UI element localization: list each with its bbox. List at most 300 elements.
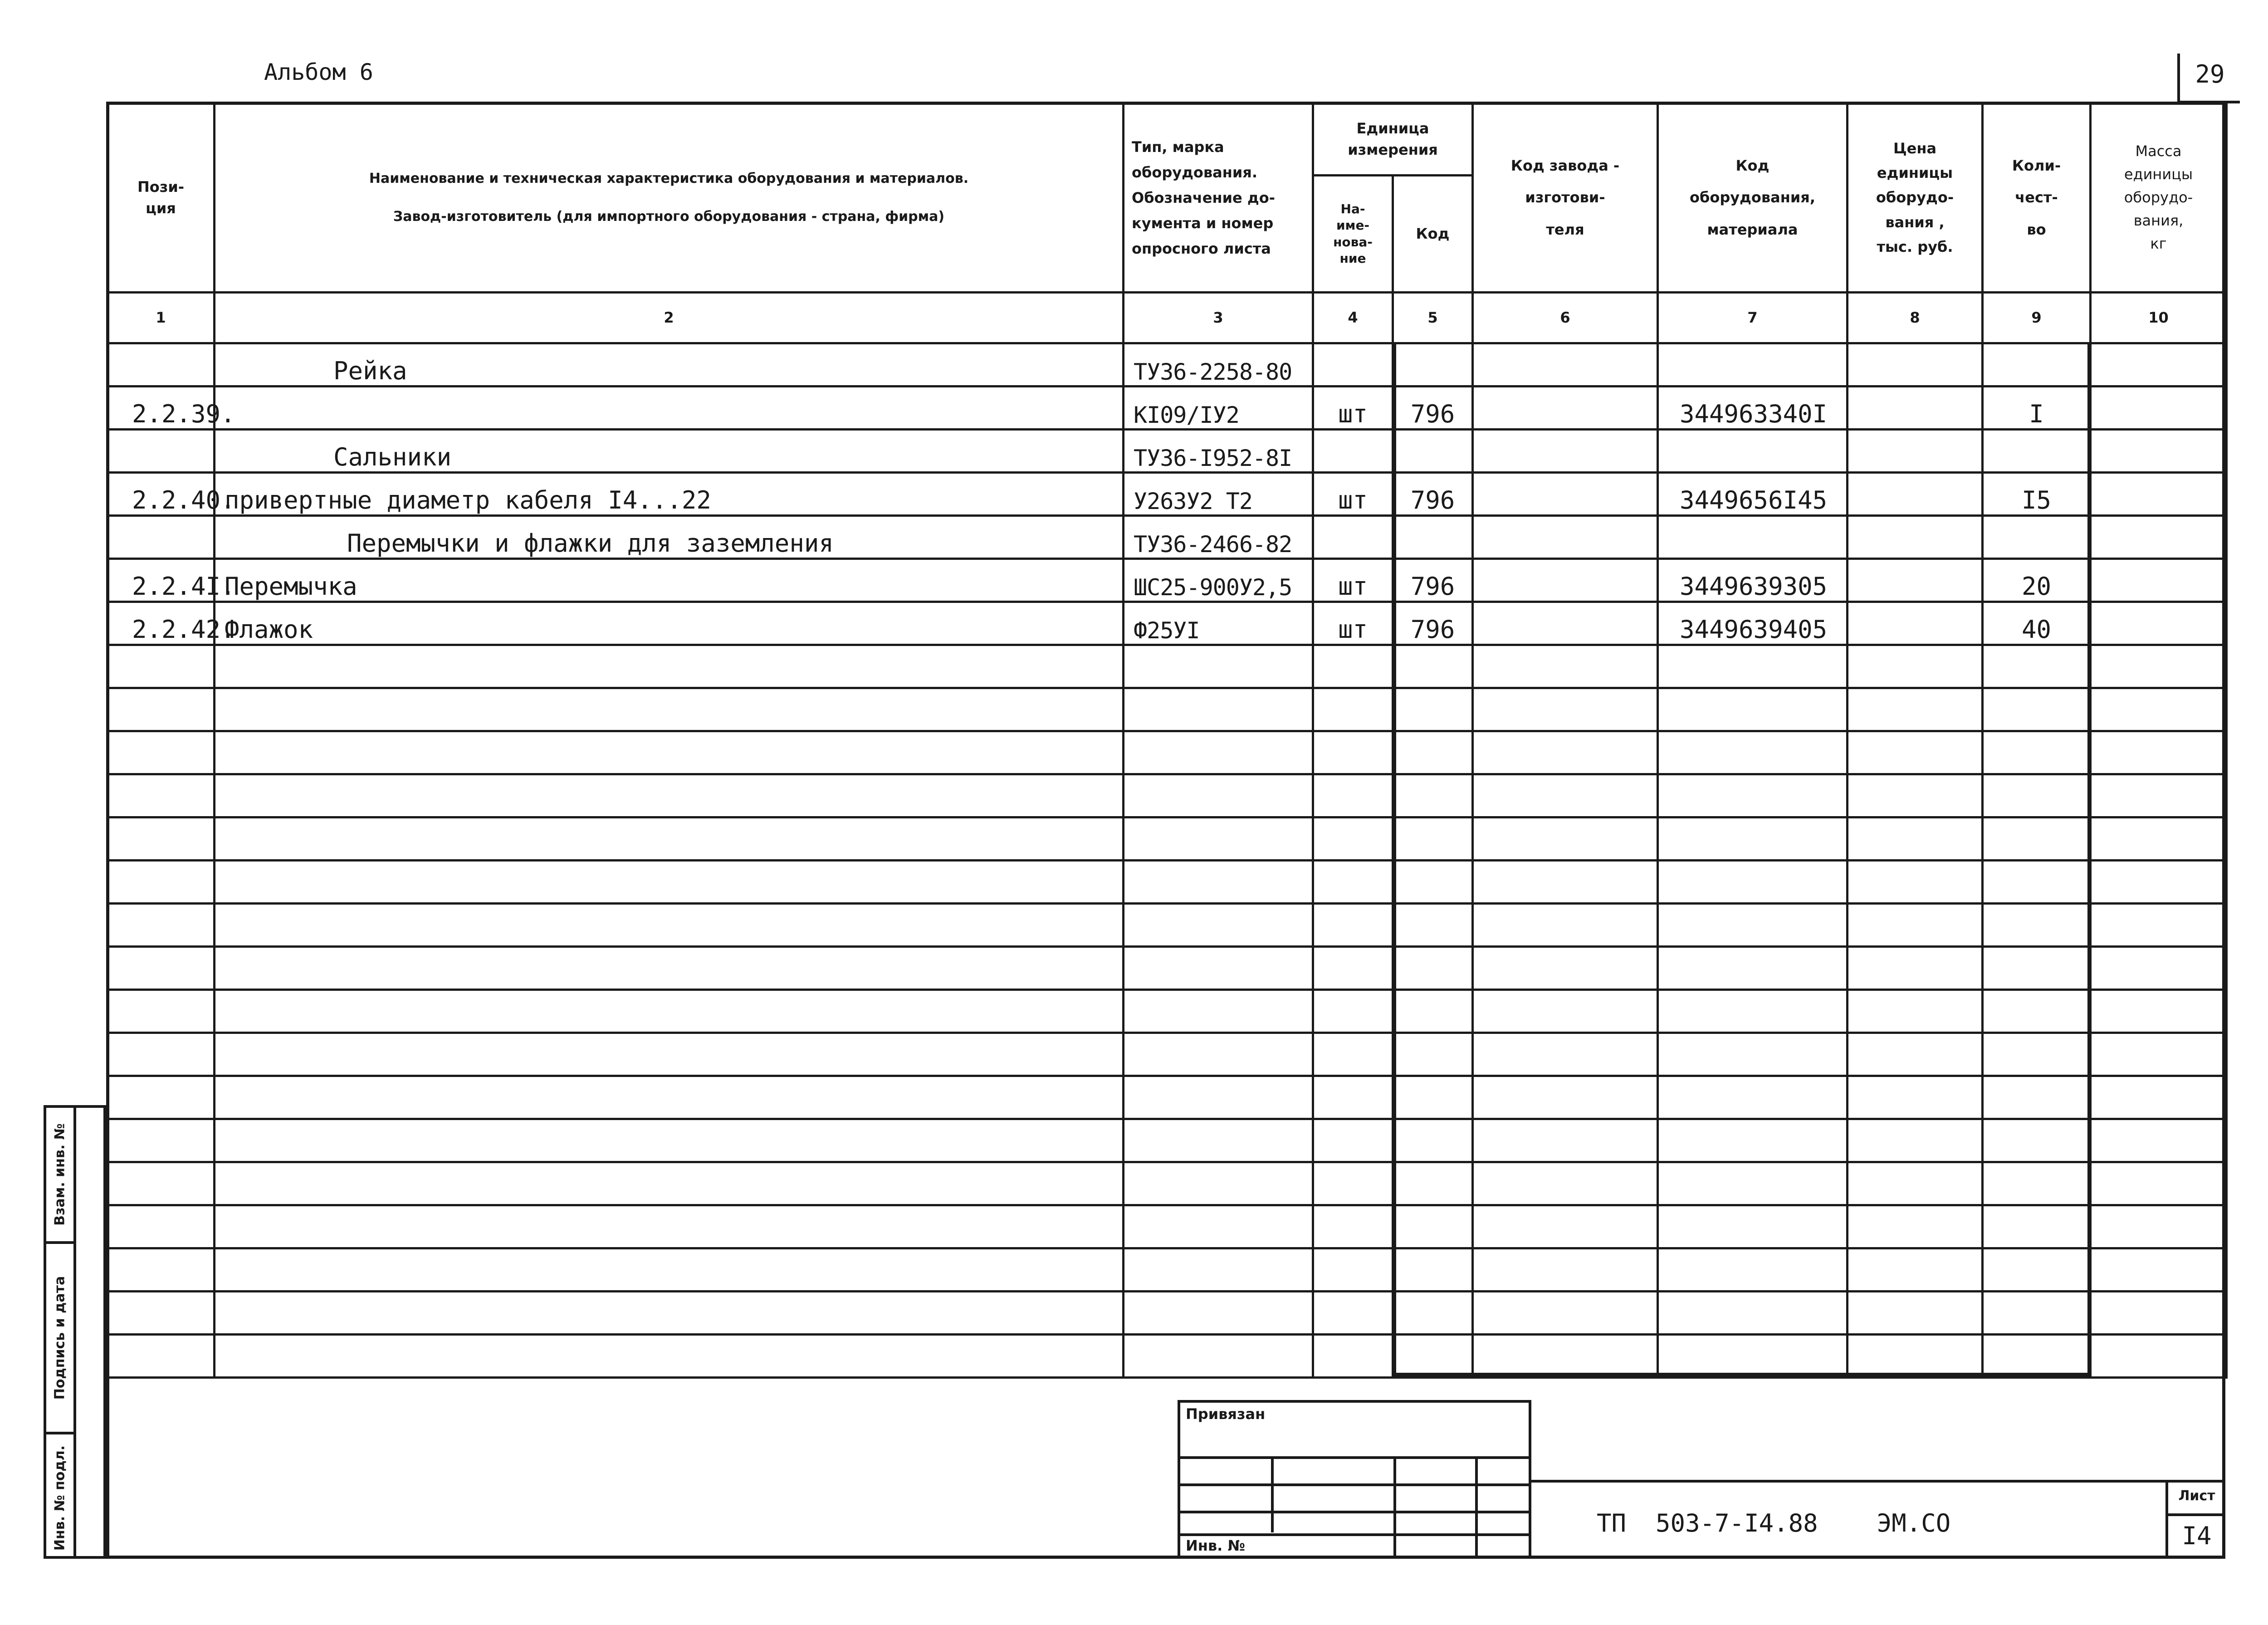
cell-name [215, 861, 1124, 904]
cell-quantity [1983, 343, 2091, 387]
cell-maker-code [1473, 387, 1658, 430]
cell-name [215, 1162, 1124, 1205]
table-row [108, 516, 2227, 559]
cell-mass [2091, 1033, 2227, 1076]
cell-quantity [1983, 904, 2091, 947]
cell-position [108, 731, 215, 774]
cell-unit-name [1313, 1335, 1393, 1378]
cell-maker-code [1473, 516, 1658, 559]
cell-position [108, 688, 215, 731]
cell-unit-name [1313, 516, 1393, 559]
table-row [108, 559, 2227, 602]
cell-name [215, 387, 1124, 430]
cell-price [1848, 817, 1983, 861]
table-row [108, 473, 2227, 516]
cell-equipment-code [1658, 1119, 1848, 1162]
cell-position [108, 990, 215, 1033]
cell-position [108, 904, 215, 947]
cell-price [1848, 861, 1983, 904]
table-row [108, 1335, 2227, 1378]
cell-unit-name [1313, 947, 1393, 990]
col-header-equipment-code: Код оборудования, материала [1658, 103, 1848, 293]
cell-position [108, 1033, 215, 1076]
cell-unit-name: шт [1313, 602, 1393, 645]
cell-unit-code [1393, 343, 1473, 387]
cell-type [1124, 731, 1313, 774]
cell-name [215, 1076, 1124, 1119]
cell-unit-code [1393, 817, 1473, 861]
cell-equipment-code [1658, 1292, 1848, 1335]
cell-mass [2091, 1248, 2227, 1292]
cell-type [1124, 1248, 1313, 1292]
cell-unit-code [1393, 1205, 1473, 1248]
sheet-label: Лист [2178, 1488, 2215, 1504]
cell-type [1124, 688, 1313, 731]
cell-price [1848, 1033, 1983, 1076]
cell-price [1848, 1335, 1983, 1378]
cell-maker-code [1473, 947, 1658, 990]
cell-type [1124, 947, 1313, 990]
table-row [108, 1205, 2227, 1248]
col-header-quantity: Коли- чест- во [1983, 103, 2091, 293]
cell-price [1848, 645, 1983, 688]
table-row [108, 1162, 2227, 1205]
cell-unit-name [1313, 731, 1393, 774]
cell-maker-code [1473, 1205, 1658, 1248]
cell-mass [2091, 1162, 2227, 1205]
cell-unit-code [1393, 516, 1473, 559]
cell-type: Ф25УI [1124, 602, 1313, 645]
cell-name: Перемычки и флажки для заземления [215, 516, 1124, 559]
table-row [108, 817, 2227, 861]
cell-quantity [1983, 430, 2091, 473]
cell-unit-name: шт [1313, 387, 1393, 430]
column-number-row [108, 293, 2227, 343]
cell-name [215, 774, 1124, 817]
cell-price [1848, 473, 1983, 516]
cell-position [108, 1205, 215, 1248]
table-row [108, 387, 2227, 430]
cell-mass [2091, 516, 2227, 559]
cell-equipment-code [1658, 731, 1848, 774]
table-row [108, 343, 2227, 387]
cell-name [215, 645, 1124, 688]
cell-quantity [1983, 1119, 2091, 1162]
cell-name [215, 990, 1124, 1033]
stamp-inventory-label: Инв. № [1186, 1537, 1245, 1554]
cell-mass [2091, 1292, 2227, 1335]
cell-quantity [1983, 947, 2091, 990]
col-header-name-line2: Завод-изготовитель (для импортного оборудования - страна, фирма) [393, 208, 945, 225]
cell-unit-code [1393, 1292, 1473, 1335]
cell-unit-name [1313, 817, 1393, 861]
cell-unit-name [1313, 861, 1393, 904]
cell-equipment-code [1658, 947, 1848, 990]
column-number: 4 [1313, 293, 1393, 343]
cell-price [1848, 947, 1983, 990]
cell-equipment-code [1658, 343, 1848, 387]
cell-maker-code [1473, 343, 1658, 387]
cell-equipment-code: 344963340I [1658, 387, 1848, 430]
cell-maker-code [1473, 1119, 1658, 1162]
cell-type [1124, 1335, 1313, 1378]
cell-type: КI09/IУ2 [1124, 387, 1313, 430]
cell-unit-name [1313, 1076, 1393, 1119]
cell-unit-name [1313, 774, 1393, 817]
cell-mass [2091, 774, 2227, 817]
cell-price [1848, 516, 1983, 559]
cell-unit-name [1313, 430, 1393, 473]
cell-maker-code [1473, 904, 1658, 947]
cell-unit-code [1393, 947, 1473, 990]
cell-maker-code [1473, 1033, 1658, 1076]
cell-position [108, 817, 215, 861]
cell-type: ШС25-900У2,5 [1124, 559, 1313, 602]
cell-maker-code [1473, 559, 1658, 602]
page-number: 29 [2195, 60, 2225, 88]
cell-quantity [1983, 1033, 2091, 1076]
cell-mass [2091, 817, 2227, 861]
column-number: 5 [1393, 293, 1473, 343]
cell-name [215, 817, 1124, 861]
cell-type: ТУ36-I952-8I [1124, 430, 1313, 473]
cell-position [108, 1076, 215, 1119]
cell-name [215, 688, 1124, 731]
title-block [1529, 1480, 2225, 1559]
cell-price [1848, 343, 1983, 387]
cell-unit-code [1393, 990, 1473, 1033]
col-header-type: Тип, марка оборудования. Обозначение до- кумента и номер опросного листа [1124, 103, 1313, 293]
col-header-unit-name: На- име- нова- ние [1313, 176, 1393, 293]
cell-equipment-code [1658, 688, 1848, 731]
cell-mass [2091, 731, 2227, 774]
cell-price [1848, 1162, 1983, 1205]
table-row [108, 430, 2227, 473]
stamp-label: Привязан [1186, 1405, 1266, 1423]
cell-equipment-code: 3449656I45 [1658, 473, 1848, 516]
cell-price [1848, 774, 1983, 817]
cell-price [1848, 904, 1983, 947]
cell-mass [2091, 904, 2227, 947]
cell-type [1124, 645, 1313, 688]
table-row [108, 731, 2227, 774]
cell-maker-code [1473, 1248, 1658, 1292]
cell-quantity [1983, 1248, 2091, 1292]
table-row [108, 774, 2227, 817]
cell-name: привертные диаметр кабеля I4...22 [215, 473, 1124, 516]
cell-unit-code [1393, 1248, 1473, 1292]
cell-quantity: 20 [1983, 559, 2091, 602]
cell-unit-code [1393, 861, 1473, 904]
cell-unit-code [1393, 1119, 1473, 1162]
sheet-box [2165, 1483, 2225, 1559]
table-row [108, 688, 2227, 731]
cell-unit-name [1313, 1033, 1393, 1076]
cell-maker-code [1473, 1162, 1658, 1205]
cell-mass [2091, 1076, 2227, 1119]
cell-type [1124, 1292, 1313, 1335]
cell-unit-code: 796 [1393, 559, 1473, 602]
cell-mass [2091, 430, 2227, 473]
cell-unit-name [1313, 1119, 1393, 1162]
cell-unit-name [1313, 1205, 1393, 1248]
cell-quantity [1983, 817, 2091, 861]
cell-mass [2091, 861, 2227, 904]
cell-type [1124, 1033, 1313, 1076]
cell-type [1124, 817, 1313, 861]
page-number-box [2177, 54, 2240, 103]
column-number: 9 [1983, 293, 2091, 343]
cell-position: 2.2.42. [108, 602, 215, 645]
cell-equipment-code: 3449639305 [1658, 559, 1848, 602]
table-row [108, 645, 2227, 688]
cell-maker-code [1473, 688, 1658, 731]
cell-unit-code [1393, 731, 1473, 774]
cell-mass [2091, 387, 2227, 430]
cell-quantity [1983, 645, 2091, 688]
column-number: 2 [215, 293, 1124, 343]
cell-equipment-code [1658, 1076, 1848, 1119]
cell-unit-code [1393, 1033, 1473, 1076]
cell-price [1848, 430, 1983, 473]
cell-maker-code [1473, 430, 1658, 473]
cell-unit-name [1313, 904, 1393, 947]
cell-equipment-code [1658, 774, 1848, 817]
sheet-number: I4 [2182, 1522, 2212, 1550]
binding-stamp [1178, 1400, 1531, 1559]
cell-unit-code [1393, 1162, 1473, 1205]
margin-stamp [44, 1105, 106, 1559]
cell-type [1124, 904, 1313, 947]
cell-unit-code [1393, 774, 1473, 817]
cell-maker-code [1473, 817, 1658, 861]
col-header-name [215, 103, 1124, 293]
cell-price [1848, 1119, 1983, 1162]
cell-name [215, 1248, 1124, 1292]
cell-name [215, 1033, 1124, 1076]
table-row [108, 904, 2227, 947]
cell-price [1848, 1205, 1983, 1248]
cell-unit-name [1313, 1162, 1393, 1205]
cell-quantity [1983, 1076, 2091, 1119]
col-header-unit-group: Единица измерения [1313, 103, 1473, 176]
cell-maker-code [1473, 731, 1658, 774]
table-row [108, 990, 2227, 1033]
cell-name [215, 1292, 1124, 1335]
col-header-price: Цена единицы оборудо- вания , тыс. руб. [1848, 103, 1983, 293]
cell-mass [2091, 645, 2227, 688]
cell-position [108, 1335, 215, 1378]
cell-position [108, 1119, 215, 1162]
cell-unit-code: 796 [1393, 387, 1473, 430]
cell-type: ТУ36-2258-80 [1124, 343, 1313, 387]
cell-quantity [1983, 731, 2091, 774]
cell-price [1848, 602, 1983, 645]
cell-price [1848, 1076, 1983, 1119]
table-row [108, 602, 2227, 645]
document-code: ТП 503-7-I4.88 ЭМ.СО [1597, 1509, 1951, 1537]
cell-unit-name: шт [1313, 559, 1393, 602]
column-number: 10 [2091, 293, 2227, 343]
table-row [108, 861, 2227, 904]
cell-price [1848, 688, 1983, 731]
table-row [108, 1119, 2227, 1162]
cell-price [1848, 559, 1983, 602]
table-row [108, 1248, 2227, 1292]
cell-maker-code [1473, 861, 1658, 904]
cell-unit-name [1313, 1292, 1393, 1335]
col-header-position: Пози- ция [108, 103, 215, 293]
cell-unit-code: 796 [1393, 473, 1473, 516]
cell-equipment-code [1658, 516, 1848, 559]
cell-type [1124, 1205, 1313, 1248]
cell-position [108, 1292, 215, 1335]
cell-unit-code [1393, 430, 1473, 473]
table-row [108, 1076, 2227, 1119]
column-number: 8 [1848, 293, 1983, 343]
cell-name: Перемычка [215, 559, 1124, 602]
cell-maker-code [1473, 645, 1658, 688]
cell-maker-code [1473, 473, 1658, 516]
cell-type [1124, 1119, 1313, 1162]
column-number: 6 [1473, 293, 1658, 343]
table-row [108, 1033, 2227, 1076]
cell-maker-code [1473, 1076, 1658, 1119]
cell-name [215, 1335, 1124, 1378]
cell-mass [2091, 1205, 2227, 1248]
album-title: Альбом 6 [264, 59, 373, 85]
cell-maker-code [1473, 774, 1658, 817]
cell-name [215, 731, 1124, 774]
cell-type: ТУ36-2466-82 [1124, 516, 1313, 559]
cell-maker-code [1473, 602, 1658, 645]
margin-cell-inv: Инв. № подл. [52, 1445, 68, 1551]
cell-equipment-code [1658, 904, 1848, 947]
cell-equipment-code [1658, 1205, 1848, 1248]
cell-position [108, 1248, 215, 1292]
cell-name [215, 1205, 1124, 1248]
cell-quantity [1983, 688, 2091, 731]
column-number: 7 [1658, 293, 1848, 343]
cell-name: Флажок [215, 602, 1124, 645]
column-number: 1 [108, 293, 215, 343]
cell-unit-name [1313, 343, 1393, 387]
cell-price [1848, 387, 1983, 430]
cell-position [108, 645, 215, 688]
cell-type [1124, 774, 1313, 817]
cell-unit-name: шт [1313, 473, 1393, 516]
col-header-mass: Масса единицы оборудо- вания, кг [2091, 103, 2227, 293]
cell-position [108, 516, 215, 559]
cell-quantity [1983, 1205, 2091, 1248]
cell-unit-name [1313, 645, 1393, 688]
margin-cell-vzam: Взам. инв. № [46, 1108, 73, 1244]
cell-name [215, 904, 1124, 947]
cell-quantity [1983, 1335, 2091, 1378]
cell-price [1848, 990, 1983, 1033]
table-body [108, 343, 2227, 1378]
cell-position [108, 1162, 215, 1205]
cell-unit-name [1313, 990, 1393, 1033]
cell-unit-code [1393, 1076, 1473, 1119]
cell-mass [2091, 1119, 2227, 1162]
cell-quantity [1983, 1292, 2091, 1335]
cell-position [108, 430, 215, 473]
col-header-name-line1: Наименование и техническая характеристика оборудования и материалов. [369, 171, 969, 186]
cell-mass [2091, 990, 2227, 1033]
cell-price [1848, 1292, 1983, 1335]
margin-cell-podpis: Подпись и дата [46, 1244, 73, 1434]
cell-unit-code: 796 [1393, 602, 1473, 645]
cell-position [108, 774, 215, 817]
table-row [108, 1292, 2227, 1335]
cell-quantity: I [1983, 387, 2091, 430]
cell-mass [2091, 1335, 2227, 1378]
cell-equipment-code [1658, 430, 1848, 473]
col-header-maker-code: Код завода - изготови- теля [1473, 103, 1658, 293]
cell-equipment-code [1658, 645, 1848, 688]
cell-position [108, 343, 215, 387]
cell-name [215, 947, 1124, 990]
cell-position: 2.2.39. [108, 387, 215, 430]
cell-mass [2091, 947, 2227, 990]
cell-quantity [1983, 1162, 2091, 1205]
cell-position: 2.2.4I. [108, 559, 215, 602]
cell-quantity [1983, 861, 2091, 904]
cell-position [108, 861, 215, 904]
cell-type [1124, 990, 1313, 1033]
column-number: 3 [1124, 293, 1313, 343]
cell-name [215, 1119, 1124, 1162]
cell-type: У263У2 Т2 [1124, 473, 1313, 516]
cell-position [108, 947, 215, 990]
col-header-unit-code: Код [1393, 176, 1473, 293]
cell-mass [2091, 602, 2227, 645]
cell-quantity [1983, 774, 2091, 817]
cell-unit-code [1393, 904, 1473, 947]
table-row [108, 947, 2227, 990]
cell-quantity: I5 [1983, 473, 2091, 516]
cell-equipment-code [1658, 1248, 1848, 1292]
cell-maker-code [1473, 1335, 1658, 1378]
cell-position: 2.2.40. [108, 473, 215, 516]
cell-mass [2091, 688, 2227, 731]
cell-equipment-code [1658, 990, 1848, 1033]
cell-mass [2091, 343, 2227, 387]
cell-maker-code [1473, 990, 1658, 1033]
cell-type [1124, 1076, 1313, 1119]
specification-table [106, 102, 2228, 1379]
cell-equipment-code [1658, 1162, 1848, 1205]
cell-mass [2091, 473, 2227, 516]
cell-quantity [1983, 516, 2091, 559]
cell-equipment-code: 3449639405 [1658, 602, 1848, 645]
cell-unit-code [1393, 688, 1473, 731]
cell-equipment-code [1658, 1033, 1848, 1076]
cell-unit-name [1313, 688, 1393, 731]
cell-mass [2091, 559, 2227, 602]
cell-unit-name [1313, 1248, 1393, 1292]
cell-equipment-code [1658, 861, 1848, 904]
cell-maker-code [1473, 1292, 1658, 1335]
cell-price [1848, 731, 1983, 774]
cell-type [1124, 1162, 1313, 1205]
cell-unit-code [1393, 1335, 1473, 1378]
cell-name: Сальники [215, 430, 1124, 473]
cell-quantity: 40 [1983, 602, 2091, 645]
cell-price [1848, 1248, 1983, 1292]
cell-name: Рейка [215, 343, 1124, 387]
